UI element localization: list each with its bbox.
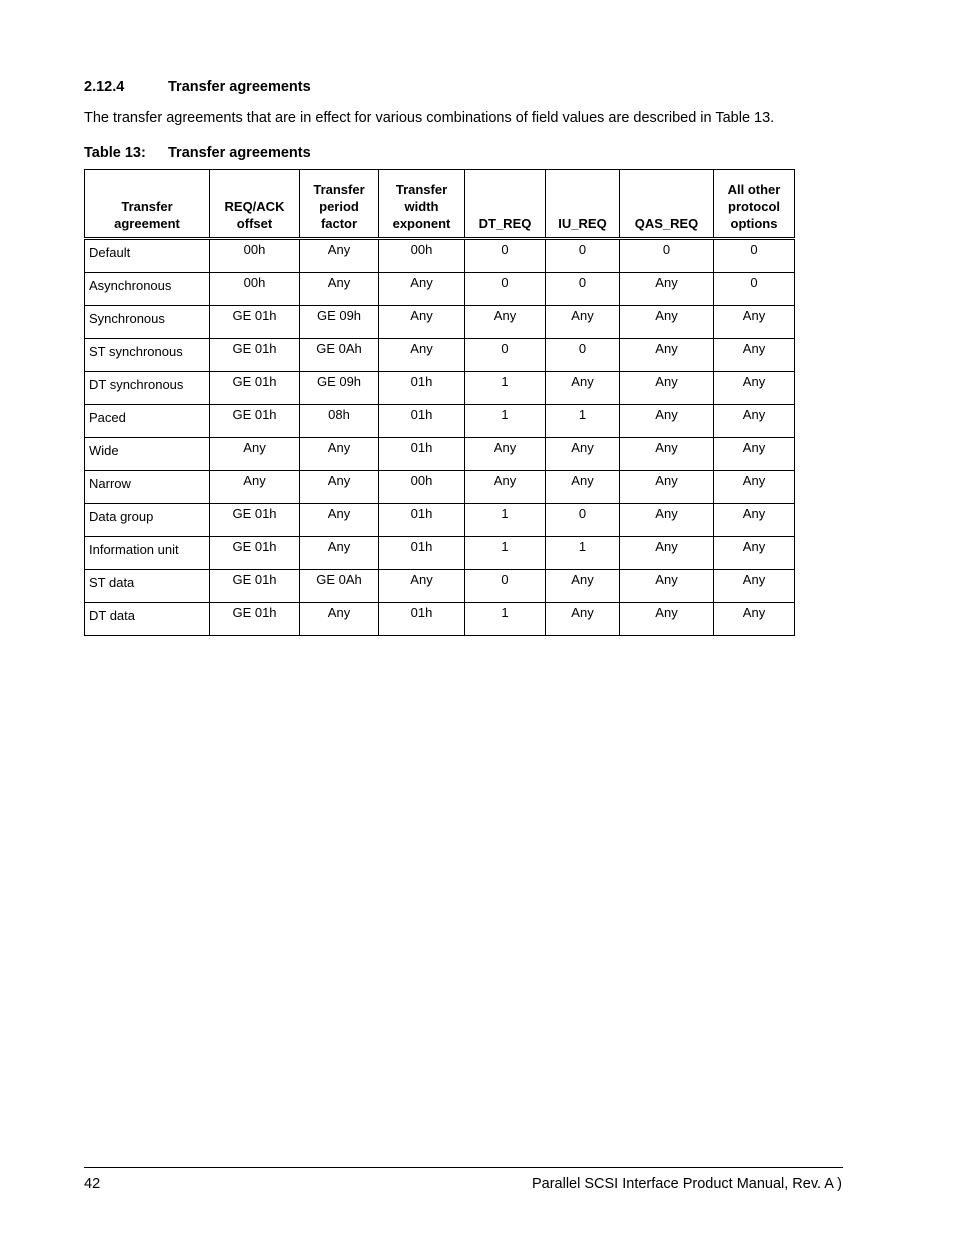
table-row [85,306,795,339]
table-cell: Any [210,471,300,504]
table-row [85,471,795,504]
table-cell: Any [714,504,795,537]
table-cell: GE 01h [210,570,300,603]
table-row [85,603,795,636]
table-cell: Any [546,306,620,339]
column-header-line: period [319,199,359,214]
table-cell: Any [620,471,714,504]
column-header [546,170,620,239]
page-number: 42 [84,1176,101,1192]
table-cell: Any [300,273,379,306]
table-caption [84,145,311,161]
table-cell: Any [620,273,714,306]
table-cell: 0 [465,339,546,372]
agreement-name-cell: DT data [85,603,210,636]
table-row [85,372,795,405]
table-cell: GE 01h [210,537,300,570]
table-cell: 00h [379,239,465,273]
table-cell: Any [714,306,795,339]
column-header-line: agreement [114,216,180,231]
agreement-name-cell: Default [85,239,210,273]
table-number: Table 13: [84,145,146,161]
table-cell: 0 [546,273,620,306]
agreement-name-cell: Paced [85,405,210,438]
column-header [300,170,379,239]
table-cell: GE 0Ah [300,339,379,372]
table-cell: GE 01h [210,405,300,438]
column-header-line: Transfer [395,182,448,197]
table-cell: 00h [210,239,300,273]
table-cell: Any [300,537,379,570]
table-cell: Any [379,339,465,372]
table-cell: Any [620,537,714,570]
table-cell: 01h [379,438,465,471]
column-header-line: protocol [728,199,780,214]
table-cell: 0 [546,339,620,372]
section-number: 2.12.4 [84,79,125,95]
table-cell: Any [620,504,714,537]
table-cell: 01h [379,372,465,405]
table-cell: GE 01h [210,372,300,405]
agreement-name-cell: Information unit [85,537,210,570]
transfer-agreements-table [84,169,795,636]
table-cell: Any [300,603,379,636]
table-row [85,537,795,570]
table-cell: GE 01h [210,603,300,636]
column-header-line: exponent [392,216,451,231]
table-cell: 0 [620,239,714,273]
column-header-line: REQ/ACK [224,199,285,214]
section-title: Transfer agreements [168,79,311,95]
table-cell: GE 01h [210,306,300,339]
column-header-line: width [404,199,439,214]
agreement-name-cell: Asynchronous [85,273,210,306]
table-cell: Any [300,239,379,273]
table-cell: 01h [379,504,465,537]
table-cell: Any [465,306,546,339]
table-row [85,504,795,537]
column-header-line: DT_REQ [478,216,532,231]
table-cell: Any [620,405,714,438]
column-header-line: options [730,216,778,231]
table-cell: GE 09h [300,306,379,339]
table-cell: 01h [379,603,465,636]
column-header [210,170,300,239]
table-cell: 01h [379,537,465,570]
table-cell: 1 [546,537,620,570]
table-cell: 0 [714,239,795,273]
table-cell: GE 0Ah [300,570,379,603]
column-header-line: QAS_REQ [634,216,699,231]
table-cell: Any [620,603,714,636]
footer-divider [84,1167,843,1168]
column-header-line: offset [236,216,273,231]
table-cell: Any [546,570,620,603]
table-row [85,570,795,603]
table-cell: 0 [546,239,620,273]
table-cell: GE 01h [210,504,300,537]
table-cell: 1 [465,603,546,636]
table-cell: Any [546,372,620,405]
table-cell: 00h [379,471,465,504]
table-cell: Any [379,306,465,339]
table-cell: Any [714,438,795,471]
column-header-line: factor [320,216,358,231]
table-cell: Any [714,339,795,372]
table-row [85,239,795,273]
table-cell: GE 01h [210,339,300,372]
column-header-line: All other [727,182,781,197]
table-cell: 08h [300,405,379,438]
column-header [620,170,714,239]
table-cell: GE 09h [300,372,379,405]
agreement-name-cell: DT synchronous [85,372,210,405]
table-cell: Any [620,339,714,372]
table-cell: 1 [546,405,620,438]
agreement-name-cell: Narrow [85,471,210,504]
agreement-name-cell: Synchronous [85,306,210,339]
table-cell: Any [300,471,379,504]
table-body [85,239,795,636]
table-cell: Any [546,603,620,636]
table-cell: Any [620,570,714,603]
column-header [85,170,210,239]
agreement-name-cell: ST data [85,570,210,603]
table-cell: Any [300,504,379,537]
table-cell: 0 [465,273,546,306]
agreement-name-cell: Wide [85,438,210,471]
table-cell: 0 [714,273,795,306]
table-cell: 00h [210,273,300,306]
table-cell: Any [620,438,714,471]
table-header-row [85,170,795,239]
table-cell: 0 [465,570,546,603]
manual-title: Parallel SCSI Interface Product Manual, Rev. A ) [531,1176,842,1192]
table-cell: Any [620,372,714,405]
table-cell: 1 [465,405,546,438]
table-row [85,273,795,306]
table-cell: Any [379,570,465,603]
table-cell: Any [546,438,620,471]
table-cell: Any [465,471,546,504]
table-row [85,438,795,471]
table-row [85,339,795,372]
table-cell: Any [465,438,546,471]
table-cell: Any [714,471,795,504]
column-header-line: Transfer [121,199,173,214]
table-cell: Any [546,471,620,504]
table-cell: Any [714,570,795,603]
table-cell: Any [620,306,714,339]
intro-paragraph: The transfer agreements that are in effect for various combinations of field values are described in Table 13. [84,110,775,126]
table-cell: 01h [379,405,465,438]
table-cell: 1 [465,537,546,570]
table-cell: Any [714,603,795,636]
table-cell: 1 [465,504,546,537]
table-cell: Any [210,438,300,471]
table-cell: 1 [465,372,546,405]
table-cell: Any [300,438,379,471]
column-header-line: Transfer [313,182,365,197]
column-header [714,170,795,239]
column-header [379,170,465,239]
table-cell: Any [379,273,465,306]
agreement-name-cell: Data group [85,504,210,537]
column-header [465,170,546,239]
table-cell: Any [714,405,795,438]
section-heading [84,79,311,95]
table-row [85,405,795,438]
table-title: Transfer agreements [168,145,311,161]
agreement-name-cell: ST synchronous [85,339,210,372]
table-cell: Any [714,372,795,405]
table-cell: 0 [465,239,546,273]
column-header-line: IU_REQ [558,216,607,231]
table-cell: 0 [546,504,620,537]
table-cell: Any [714,537,795,570]
